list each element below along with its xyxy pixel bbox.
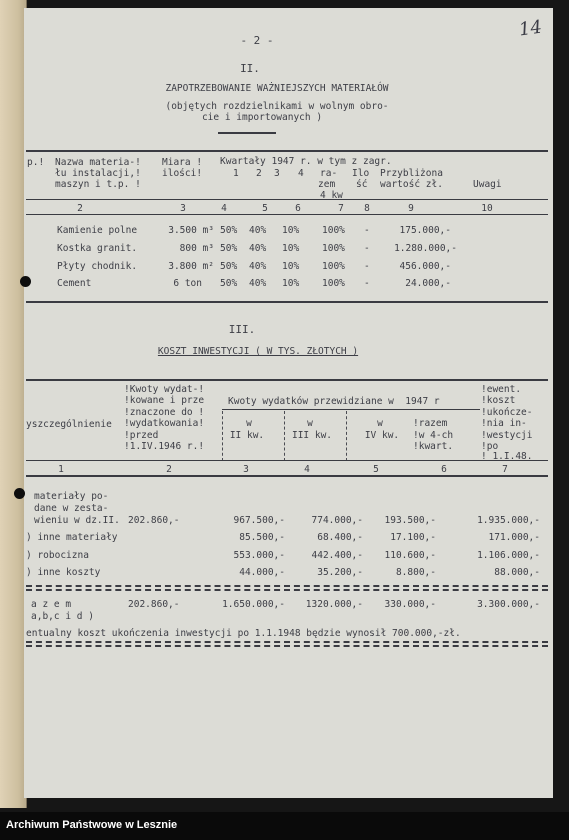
table3-header-total: !w 4-ch [413, 430, 454, 441]
row-label: dane w zesta- [34, 503, 109, 514]
table3-header-before: !1.IV.1946 r.! [124, 441, 205, 452]
row-after: 88.000,- [494, 567, 540, 578]
table3-bottom-rule [26, 645, 548, 647]
table2-header-name: maszyn i t.p. ! [55, 179, 141, 190]
row-q4: 10% [282, 243, 300, 254]
table2-header-value: Przybliżona [380, 168, 443, 179]
table2-header-total: ra- [320, 168, 338, 179]
row-label: ) inne koszty [26, 567, 101, 578]
table3-planned-rule [222, 409, 480, 410]
page-number: - 2 - [240, 34, 274, 47]
total-label: a z e m [31, 599, 72, 610]
table3-header-after: !ewent. [481, 384, 522, 395]
row-q2: 40% [249, 261, 267, 272]
table3-total-rule [26, 585, 548, 587]
row-label: wieniu w dz.II. [34, 515, 120, 526]
section3-roman: III. [228, 323, 256, 336]
table2-colnum: 7 [338, 203, 344, 214]
table2-header-name: Nazwa materia-! [55, 157, 141, 168]
total-before: 202.860,- [128, 599, 180, 610]
row-q3: 774.000,- [311, 515, 363, 526]
row-quantity: - [364, 261, 370, 272]
table3-header-before: !Kwoty wydat-! [124, 384, 205, 395]
row-q2: 85.500,- [239, 532, 285, 543]
row-after: 1.106.000,- [477, 550, 540, 561]
table3-header-after: !westycji [481, 430, 533, 441]
row-quantity: - [364, 243, 370, 254]
table2-header-name: łu instalacji,! [55, 168, 141, 179]
table2-colnum: 4 [221, 203, 227, 214]
row-name: Płyty chodnik. [57, 261, 138, 272]
row-q3: 442.400,- [311, 550, 363, 561]
section2-roman: II. [240, 62, 260, 75]
table3-colnum: 6 [441, 464, 447, 475]
row-q4: 110.600,- [384, 550, 436, 561]
table3-total-rule [26, 589, 548, 591]
table2-colnum: 2 [77, 203, 83, 214]
row-q3: 35.200,- [317, 567, 363, 578]
row-total: 100% [322, 261, 345, 272]
table3-header-before: !wydatkowania! [124, 418, 205, 429]
archive-name: Archiwum Państwowe w Lesznie [6, 819, 178, 831]
row-quantity: - [364, 278, 370, 289]
row-value: 456.000,- [399, 261, 451, 272]
row-qty: 3.800 m² [168, 261, 214, 272]
row-q3: 68.400,- [317, 532, 363, 543]
row-total: 100% [322, 243, 345, 254]
total-after: 3.300.000,- [477, 599, 540, 610]
table2-colnum: 9 [408, 203, 414, 214]
table2-header-total: 4 kw [320, 190, 343, 201]
table2-header-value: wartość zł. [380, 179, 443, 190]
row-q1: 50% [220, 278, 238, 289]
total-q2: 1.650.000,- [222, 599, 285, 610]
section2-subtitle-2: cie i importowanych ) [201, 112, 323, 123]
table3-colnum: 4 [304, 464, 310, 475]
table2-header-quantity: Ilo [352, 168, 370, 179]
row-value: 24.000,- [405, 278, 451, 289]
row-q2: 40% [249, 243, 267, 254]
row-name: Kostka granit. [57, 243, 138, 254]
table2-header-q3: 3 [274, 168, 280, 179]
row-q4: 10% [282, 261, 300, 272]
archive-footer [0, 812, 569, 840]
punch-hole [20, 276, 31, 287]
row-q4: 193.500,- [384, 515, 436, 526]
table3-colnum-rule [26, 475, 548, 477]
table3-header-total: !kwart. [413, 441, 454, 452]
table3-colnum: 3 [243, 464, 249, 475]
row-q2: 553.000,- [233, 550, 285, 561]
table3-header-item: yszczególnienie [26, 419, 112, 430]
section2-title: ZAPOTRZEBOWANIE WAŻNIEJSZYCH MATERIAŁÓW [165, 83, 389, 94]
table3-column-divider [222, 411, 223, 461]
binder-strip [0, 0, 27, 808]
row-q2: 967.500,- [233, 515, 285, 526]
table3-header-planned: Kwoty wydatków przewidziane w 1947 r [228, 396, 440, 407]
section2-subtitle-1: (objętych rozdzielnikami w wolnym obro- [165, 101, 389, 112]
punch-hole [14, 488, 25, 499]
table3-header-after: !po [481, 441, 499, 452]
table3-header-rule [26, 460, 548, 461]
total-label: a,b,c i d ) [31, 611, 94, 622]
table2-colnum: 8 [364, 203, 370, 214]
row-total: 100% [322, 225, 345, 236]
row-label: materiały po- [34, 491, 109, 502]
row-q2: 40% [249, 278, 267, 289]
row-quantity: - [364, 225, 370, 236]
table3-colnum: 2 [166, 464, 172, 475]
row-q1: 50% [220, 243, 238, 254]
table2-header-unit: ilości! [162, 168, 203, 179]
row-name: Cement [57, 278, 92, 289]
table3-header-before: !znaczone do ! [124, 407, 205, 418]
table2-header-quantity: ść [356, 179, 368, 190]
row-q2: 40% [249, 225, 267, 236]
total-q3: 1320.000,- [305, 599, 363, 610]
row-after: 171.000,- [488, 532, 540, 543]
table3-column-divider [346, 411, 347, 461]
table3-bottom-rule [26, 641, 548, 643]
table2-header-quarters: Kwartały 1947 r. w tym z zagr. [220, 156, 392, 167]
table2-bottom-rule [26, 301, 548, 303]
table3-header-after: !nia in- [481, 418, 527, 429]
table3-header-q2: II kw. [229, 430, 265, 441]
total-q4: 330.000,- [384, 599, 436, 610]
row-value: 175.000,- [399, 225, 451, 236]
row-before: 202.860,- [128, 515, 180, 526]
table2-colnum: 6 [295, 203, 301, 214]
table3-header-after: ! 1.I.48. [481, 451, 533, 462]
table2-top-rule [26, 150, 548, 152]
table3-header-q3: w [307, 418, 313, 429]
table3-column-divider [284, 411, 285, 461]
table3-header-after: !ukończe- [481, 407, 533, 418]
row-label: ) inne materiały [26, 532, 118, 543]
table3-header-q3: III kw. [291, 430, 333, 441]
row-qty: 6 ton [173, 278, 202, 289]
row-qty: 800 m³ [179, 243, 214, 254]
table3-header-q4: w [377, 418, 383, 429]
table2-header-remarks: Uwagi [473, 179, 502, 190]
table2-header-q2: 2 [256, 168, 262, 179]
table3-colnum: 5 [373, 464, 379, 475]
table2-colnum-rule [26, 214, 548, 215]
table2-header-lp: p.! [27, 157, 45, 168]
row-q1: 50% [220, 225, 238, 236]
row-qty: 3.500 m³ [168, 225, 214, 236]
row-q4: 8.800,- [395, 567, 436, 578]
table3-header-q2: w [246, 418, 252, 429]
table3-colnum: 7 [502, 464, 508, 475]
row-value: 1.280.000,- [394, 243, 457, 254]
table2-header-rule [26, 199, 548, 200]
table3-header-total: !razem [413, 418, 448, 429]
table2-header-unit: Miara ! [162, 157, 203, 168]
table3-header-after: !koszt [481, 395, 516, 406]
row-q4: 10% [282, 278, 300, 289]
table3-top-rule [26, 379, 548, 381]
row-q2: 44.000,- [239, 567, 285, 578]
section3-title: KOSZT INWESTYCJI ( W TYS. ZŁOTYCH ) [157, 346, 359, 357]
table3-header-q4: IV kw. [364, 430, 400, 441]
table2-header-q1: 1 [233, 168, 239, 179]
table2-colnum: 3 [180, 203, 186, 214]
row-after: 1.935.000,- [477, 515, 540, 526]
row-q4: 10% [282, 225, 300, 236]
row-q1: 50% [220, 261, 238, 272]
row-label: ) robocizna [26, 550, 89, 561]
table2-header-total: zem [318, 179, 336, 190]
table2-header-q4: 4 [298, 168, 304, 179]
row-q4: 17.100,- [390, 532, 436, 543]
row-name: Kamienie polne [57, 225, 138, 236]
table3-header-before: !kowane i prze [124, 395, 205, 406]
handwritten-page-number: 14 [517, 16, 544, 41]
table3-header-before: !przed [124, 430, 159, 441]
row-total: 100% [322, 278, 345, 289]
completion-cost-note: entualny koszt ukończenia inwestycji po 1.1.1948 będzie wynosił 700.000,-zł. [26, 628, 461, 639]
table2-colnum: 10 [481, 203, 493, 214]
table3-colnum: 1 [58, 464, 64, 475]
title-underline [218, 132, 276, 134]
table2-colnum: 5 [262, 203, 268, 214]
